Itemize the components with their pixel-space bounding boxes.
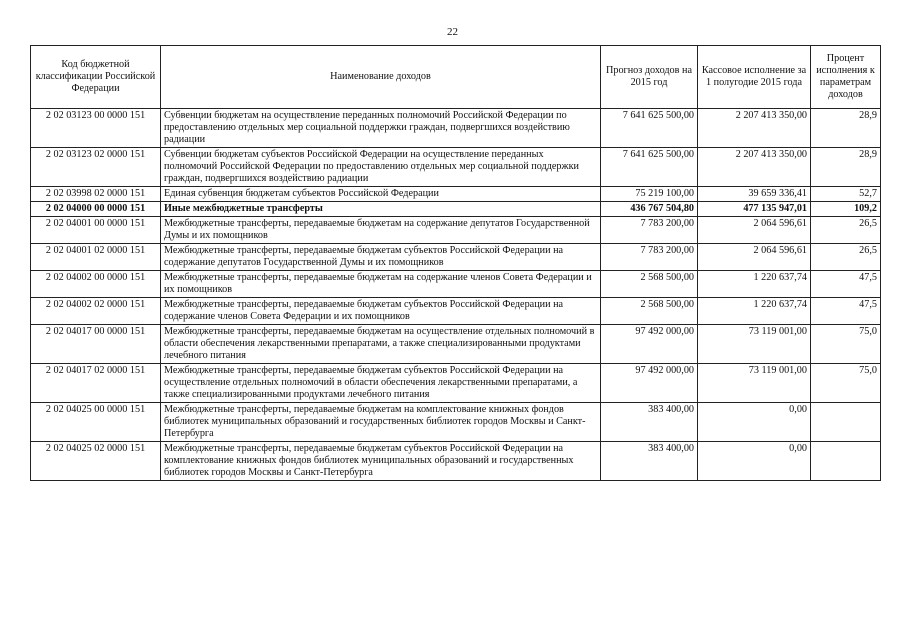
cell-plan: 2 568 500,00: [601, 298, 698, 325]
cell-pct: 52,7: [811, 187, 881, 202]
cell-exec: 73 119 001,00: [698, 364, 811, 403]
cell-name: Межбюджетные трансферты, передаваемые бюджетам на содержание депутатов Государственной Думы и их помощников: [161, 217, 601, 244]
cell-name: Иные межбюджетные трансферты: [161, 202, 601, 217]
table-row: [31, 298, 881, 325]
table-row: [31, 271, 881, 298]
page-number: 22: [447, 26, 458, 38]
cell-code: 2 02 04002 00 0000 151: [31, 271, 161, 298]
cell-exec: 73 119 001,00: [698, 325, 811, 364]
cell-code: 2 02 04025 00 0000 151: [31, 403, 161, 442]
cell-name: Межбюджетные трансферты, передаваемые бюджетам на содержание членов Совета Федерации и их помощников: [161, 271, 601, 298]
table-row: [31, 442, 881, 481]
cell-exec: 39 659 336,41: [698, 187, 811, 202]
cell-code: 2 02 04002 02 0000 151: [31, 298, 161, 325]
cell-exec: 0,00: [698, 403, 811, 442]
cell-exec: 477 135 947,01: [698, 202, 811, 217]
table-header-row: [31, 46, 881, 109]
cell-plan: 383 400,00: [601, 442, 698, 481]
cell-code: 2 02 03998 02 0000 151: [31, 187, 161, 202]
cell-pct: 26,5: [811, 217, 881, 244]
cell-code: 2 02 04017 00 0000 151: [31, 325, 161, 364]
table-row: [31, 217, 881, 244]
cell-pct: 26,5: [811, 244, 881, 271]
header-plan: Прогноз доходов на 2015 год: [601, 46, 698, 109]
cell-pct: [811, 442, 881, 481]
cell-plan: 7 641 625 500,00: [601, 109, 698, 148]
cell-pct: 47,5: [811, 298, 881, 325]
cell-code: 2 02 04025 02 0000 151: [31, 442, 161, 481]
cell-name: Межбюджетные трансферты, передаваемые бюджетам субъектов Российской Федерации на содержание членов Совета Федерации и их помощников: [161, 298, 601, 325]
table-row: [31, 148, 881, 187]
cell-name: Межбюджетные трансферты, передаваемые бюджетам субъектов Российской Федерации на содержание депутатов Государственной Думы и их помощников: [161, 244, 601, 271]
header-pct: Процент исполнения к параметрам доходов: [811, 46, 881, 109]
table-row: [31, 244, 881, 271]
cell-code: 2 02 03123 02 0000 151: [31, 148, 161, 187]
cell-pct: 28,9: [811, 109, 881, 148]
cell-pct: 75,0: [811, 364, 881, 403]
cell-exec: 1 220 637,74: [698, 298, 811, 325]
cell-code: 2 02 04000 00 0000 151: [31, 202, 161, 217]
cell-code: 2 02 04017 02 0000 151: [31, 364, 161, 403]
header-exec: Кассовое исполнение за 1 полугодие 2015 года: [698, 46, 811, 109]
table-row: [31, 403, 881, 442]
cell-code: 2 02 04001 00 0000 151: [31, 217, 161, 244]
table-row-total: [31, 202, 881, 217]
cell-exec: 2 207 413 350,00: [698, 148, 811, 187]
table-row: [31, 187, 881, 202]
cell-plan: 7 783 200,00: [601, 217, 698, 244]
cell-plan: 383 400,00: [601, 403, 698, 442]
cell-exec: 2 064 596,61: [698, 244, 811, 271]
cell-exec: 0,00: [698, 442, 811, 481]
cell-pct: 75,0: [811, 325, 881, 364]
cell-plan: 75 219 100,00: [601, 187, 698, 202]
header-name: Наименование доходов: [161, 46, 601, 109]
cell-code: 2 02 03123 00 0000 151: [31, 109, 161, 148]
cell-exec: 2 064 596,61: [698, 217, 811, 244]
cell-pct: [811, 403, 881, 442]
budget-revenue-table: [30, 45, 881, 481]
cell-pct: 47,5: [811, 271, 881, 298]
cell-name: Межбюджетные трансферты, передаваемые бюджетам субъектов Российской Федерации на осуществление отдельных полномочий в области обеспечения лекарственными препаратами, а также специализированными продуктами лечебного питания: [161, 364, 601, 403]
cell-pct: 28,9: [811, 148, 881, 187]
cell-plan: 436 767 504,80: [601, 202, 698, 217]
cell-plan: 2 568 500,00: [601, 271, 698, 298]
cell-name: Межбюджетные трансферты, передаваемые бюджетам на осуществление отдельных полномочий в области обеспечения лекарственными препаратами, а также специализированными продуктами лечебного питания: [161, 325, 601, 364]
cell-name: Субвенции бюджетам на осуществление переданных полномочий Российской Федерации по предоставлению отдельных мер социальной поддержки граждан, подвергшихся воздействию радиации: [161, 109, 601, 148]
header-code: Код бюджетной классификации Российской Федерации: [31, 46, 161, 109]
cell-name: Межбюджетные трансферты, передаваемые бюджетам субъектов Российской Федерации на комплектование книжных фондов библиотек муниципальных образований и государственных библиотек городов Москвы и Санкт-Петербурга: [161, 442, 601, 481]
cell-name: Межбюджетные трансферты, передаваемые бюджетам на комплектование книжных фондов библиотек муниципальных образований и государственных библиотек городов Москвы и Санкт-Петербурга: [161, 403, 601, 442]
cell-name: Субвенции бюджетам субъектов Российской Федерации на осуществление переданных полномочий Российской Федерации по предоставлению отдельных мер социальной поддержки граждан, подвергшихся воздействию радиации: [161, 148, 601, 187]
cell-name: Единая субвенция бюджетам субъектов Российской Федерации: [161, 187, 601, 202]
cell-exec: 1 220 637,74: [698, 271, 811, 298]
cell-pct: 109,2: [811, 202, 881, 217]
cell-exec: 2 207 413 350,00: [698, 109, 811, 148]
cell-plan: 97 492 000,00: [601, 364, 698, 403]
table-row: [31, 364, 881, 403]
table-row: [31, 109, 881, 148]
table-row: [31, 325, 881, 364]
cell-code: 2 02 04001 02 0000 151: [31, 244, 161, 271]
cell-plan: 97 492 000,00: [601, 325, 698, 364]
cell-plan: 7 641 625 500,00: [601, 148, 698, 187]
cell-plan: 7 783 200,00: [601, 244, 698, 271]
